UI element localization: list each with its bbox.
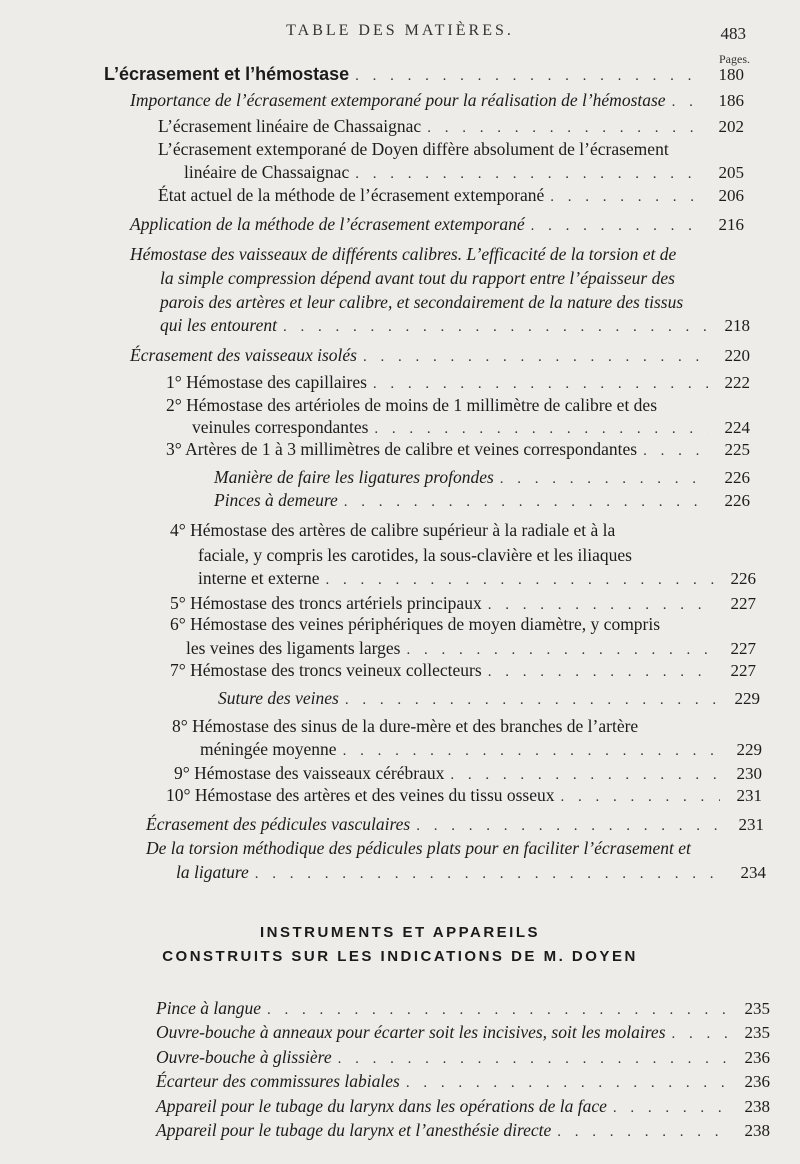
- toc-entry-page: 205: [718, 163, 744, 182]
- toc-entry-title: 10° Hémostase des artères et des veines du tissu osseux: [166, 785, 555, 805]
- instrument-title: Appareil pour le tubage du larynx dans les opérations de la face: [156, 1096, 607, 1116]
- toc-entry-line: Hémostase des vaisseaux de différents calibres. L’efficacité de la torsion et de: [130, 244, 677, 264]
- toc-entry-page: 220: [724, 346, 750, 365]
- section-title: INSTRUMENTS ET APPAREILS: [259, 924, 540, 941]
- toc-entry-title: les veines des ligaments larges: [186, 638, 401, 658]
- toc-entry-title: 9° Hémostase des vaisseaux cérébraux: [174, 763, 445, 783]
- instrument-page: 236: [744, 1072, 770, 1091]
- dot-leader: [561, 785, 720, 809]
- running-title: TABLE DES MATIÈRES.: [286, 22, 514, 39]
- toc-entry-page: 218: [724, 316, 750, 335]
- toc-entry-page: 231: [738, 815, 764, 834]
- toc-entry-title: qui les entourent: [160, 315, 277, 335]
- toc-entry-line: faciale, y compris les carotides, la sous-clavière et les iliaques: [198, 545, 632, 565]
- toc-entry-page: 226: [730, 569, 756, 588]
- toc-entry: [104, 62, 744, 88]
- instrument-page: 235: [744, 1023, 770, 1042]
- toc-entry-page: 222: [724, 373, 750, 392]
- dot-leader: [363, 345, 708, 369]
- dot-leader: [343, 739, 720, 763]
- toc-entry-page: 216: [718, 215, 744, 234]
- instrument-page: 236: [744, 1048, 770, 1067]
- instrument-title: Pince à langue: [156, 998, 261, 1018]
- toc-entry-line: L’écrasement extemporané de Doyen diffère absolument de l’écrasement: [158, 139, 669, 159]
- dot-leader: [550, 185, 702, 209]
- dot-leader: [643, 439, 708, 463]
- page-number: 483: [720, 24, 746, 43]
- toc-entry: [160, 313, 750, 339]
- toc-entry-line: 4° Hémostase des artères de calibre supérieur à la radiale et à la: [170, 520, 616, 540]
- dot-leader: [557, 1120, 728, 1144]
- toc-entry-title: interne et externe: [198, 568, 320, 588]
- dot-leader: [267, 998, 728, 1022]
- instrument-page: 235: [744, 999, 770, 1018]
- toc-entry-page: 227: [730, 639, 756, 658]
- toc-entry: [218, 686, 760, 712]
- dot-leader: [531, 214, 702, 238]
- instrument-title: Appareil pour le tubage du larynx et l’anesthésie directe: [156, 1120, 552, 1140]
- toc-entry-title: L’écrasement linéaire de Chassaignac: [158, 116, 422, 136]
- toc-entry-page: 229: [734, 689, 760, 708]
- dot-leader: [672, 90, 702, 114]
- instrument-title: Ouvre-bouche à glissière: [156, 1047, 332, 1067]
- toc-entry: [130, 88, 744, 114]
- toc-entry-page: 224: [724, 418, 750, 437]
- toc-entry-page: 225: [724, 440, 750, 459]
- toc-entry-page: 186: [718, 91, 744, 110]
- toc-entry-title: Pinces à demeure: [214, 490, 338, 510]
- instrument-page: 238: [744, 1121, 770, 1140]
- dot-leader: [344, 490, 708, 514]
- toc-entry-page: 202: [718, 117, 744, 136]
- toc-entry-title: 3° Artères de 1 à 3 millimètres de calibre et veines correspondantes: [166, 439, 638, 459]
- toc-entry: [158, 183, 744, 209]
- toc-entry: [214, 488, 750, 514]
- toc-entry-title: 7° Hémostase des troncs veineux collecteurs: [170, 660, 482, 680]
- toc-entry: [166, 437, 750, 463]
- toc-entry: [146, 812, 764, 838]
- instrument-title: Ouvre-bouche à anneaux pour écarter soit les incisives, soit les molaires: [156, 1022, 666, 1042]
- toc-entry-title: linéaire de Chassaignac: [184, 162, 350, 182]
- toc-entry: [130, 212, 744, 238]
- toc-entry-page: 227: [730, 594, 756, 613]
- toc-entry-page: 230: [736, 764, 762, 783]
- toc-entry-title: Application de la méthode de l’écrasement extemporané: [130, 214, 525, 234]
- toc-entry-line: De la torsion méthodique des pédicules plats pour en faciliter l’écrasement et: [146, 838, 691, 858]
- toc-entry-title: Suture des veines: [218, 688, 339, 708]
- toc-entry-title: 1° Hémostase des capillaires: [166, 372, 367, 392]
- toc-entry-line: parois des artères et leur calibre, et secondairement de la nature des tissus: [160, 292, 684, 312]
- toc-entry-page: 229: [736, 740, 762, 759]
- toc-entry-title: Écrasement des vaisseaux isolés: [130, 345, 357, 365]
- dot-leader: [672, 1022, 728, 1046]
- dot-leader: [283, 315, 708, 339]
- dot-leader: [613, 1096, 728, 1120]
- toc-entry: [200, 737, 762, 763]
- instrument-entry: [156, 1094, 770, 1120]
- dot-leader: [255, 862, 724, 886]
- toc-entry-line: 6° Hémostase des veines périphériques de moyen diamètre, y compris: [170, 614, 661, 634]
- dot-leader: [416, 814, 722, 838]
- section-subtitle: CONSTRUITS SUR LES INDICATIONS DE M. DOYEN: [162, 948, 638, 965]
- toc-entry-title: Importance de l’écrasement extemporané pour la réalisation de l’hémostase: [130, 90, 666, 110]
- toc-entry-title: 5° Hémostase des troncs artériels principaux: [170, 593, 482, 613]
- dot-leader: [325, 568, 714, 592]
- dot-leader: [488, 660, 714, 684]
- dot-leader: [355, 64, 702, 88]
- toc-entry-line: 2° Hémostase des artérioles de moins de 1 millimètre de calibre et des: [166, 395, 658, 415]
- dot-leader: [406, 1071, 728, 1095]
- toc-entry-page: 180: [718, 65, 744, 84]
- toc-entry-page: 206: [718, 186, 744, 205]
- toc-entry: [198, 566, 756, 592]
- instrument-entry: [156, 1118, 770, 1144]
- toc-entry-page: 226: [724, 468, 750, 487]
- toc-entry-line: 8° Hémostase des sinus de la dure-mère et des branches de l’artère: [172, 716, 639, 736]
- toc-entry-title: L’écrasement et l’hémostase: [104, 64, 350, 84]
- instrument-entry: [156, 1069, 770, 1095]
- toc-entry-title: la ligature: [176, 862, 249, 882]
- dot-leader: [338, 1047, 728, 1071]
- toc-entry: [170, 658, 756, 684]
- toc-entry: [166, 783, 762, 809]
- toc-entry-line: la simple compression dépend avant tout du rapport entre l’épaisseur des: [160, 268, 675, 288]
- pages-column-label: Pages.: [719, 52, 750, 66]
- dot-leader: [345, 688, 718, 712]
- toc-entry-title: méningée moyenne: [200, 739, 337, 759]
- instrument-entry: [156, 1045, 770, 1071]
- toc-entry: [130, 343, 750, 369]
- toc-entry-title: État actuel de la méthode de l’écrasement extemporané: [158, 185, 545, 205]
- instrument-title: Écarteur des commissures labiales: [156, 1071, 400, 1091]
- toc-entry-page: 227: [730, 661, 756, 680]
- toc-entry-title: Écrasement des pédicules vasculaires: [146, 814, 411, 834]
- toc-entry-title: Manière de faire les ligatures profondes: [214, 467, 494, 487]
- toc-entry: [176, 860, 766, 886]
- toc-entry-title: veinules correspondantes: [192, 417, 369, 437]
- instrument-page: 238: [744, 1097, 770, 1116]
- toc-entry-page: 234: [740, 863, 766, 882]
- instrument-entry: [156, 996, 770, 1022]
- toc-entry-page: 226: [724, 491, 750, 510]
- toc-entry-page: 231: [736, 786, 762, 805]
- instrument-entry: [156, 1020, 770, 1046]
